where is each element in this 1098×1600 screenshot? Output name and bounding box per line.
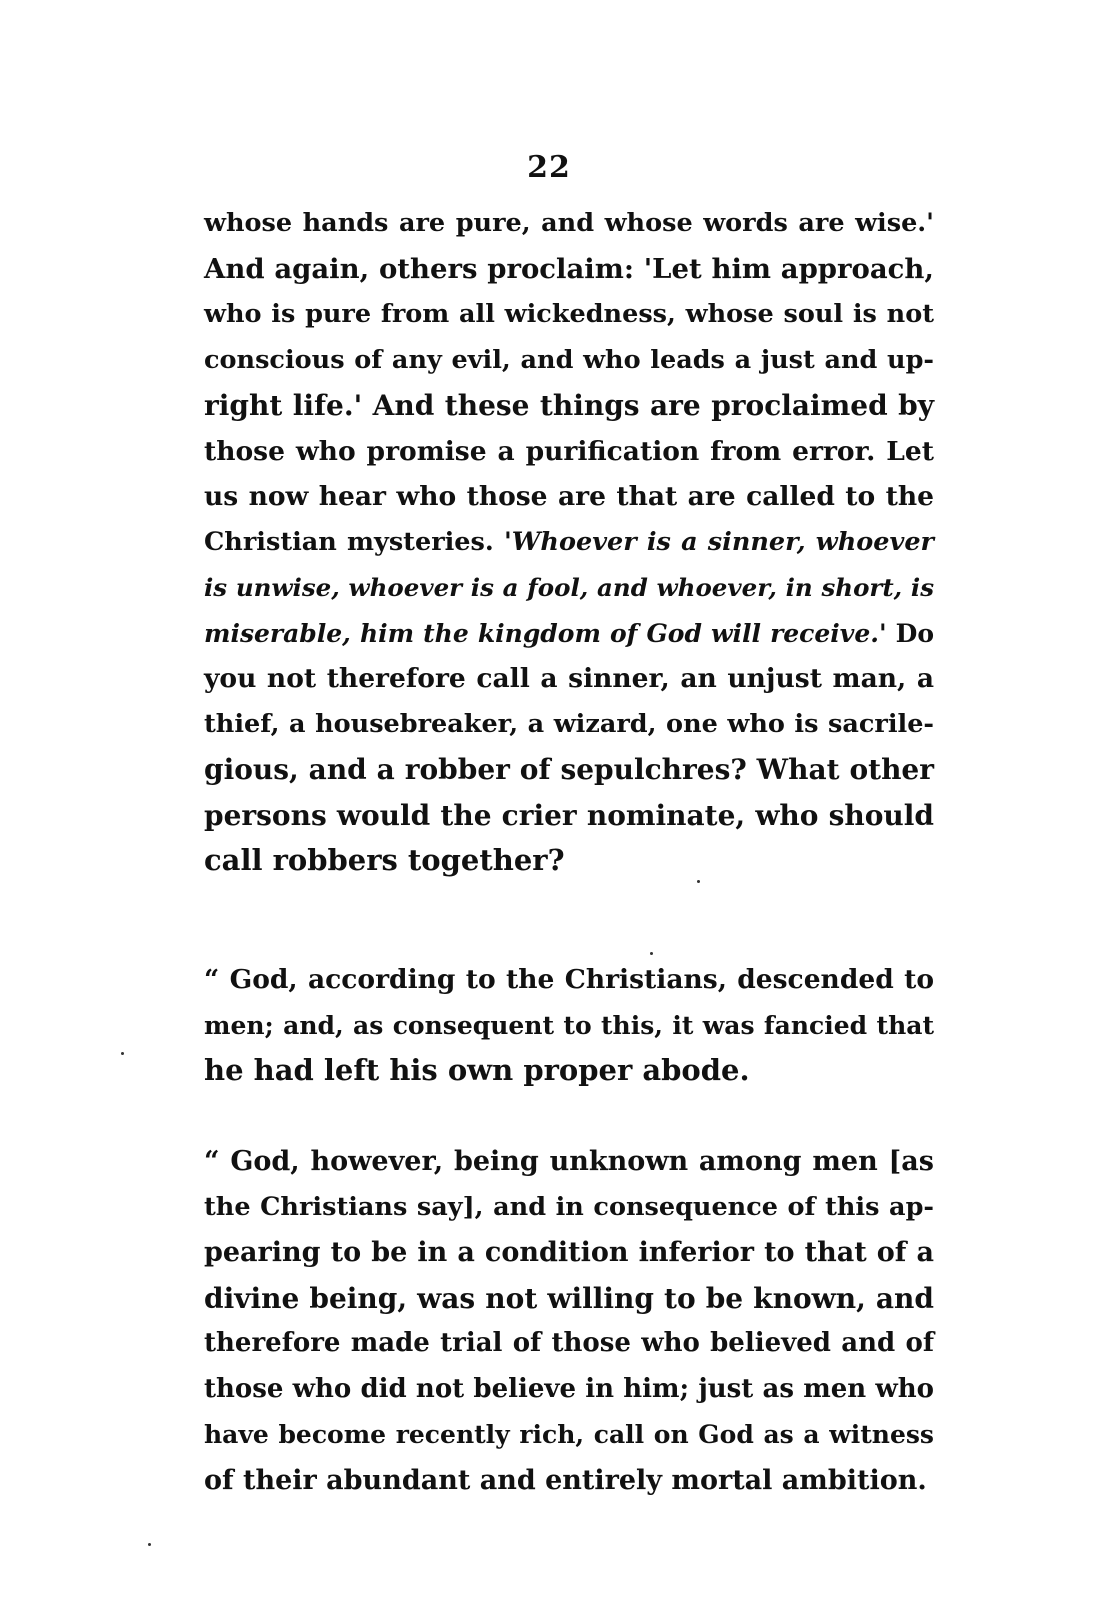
text-line (204, 702, 934, 748)
text-span: whose hands are pure, and whose words are wise.' (204, 208, 934, 238)
text-line (204, 1321, 934, 1367)
text-line (204, 247, 934, 293)
text-line (204, 1048, 934, 1094)
text-line (204, 429, 934, 475)
text-line (204, 611, 934, 657)
paragraph-3 (204, 1139, 934, 1503)
text-line (204, 838, 934, 884)
text-line (204, 747, 934, 793)
text-line (204, 1458, 934, 1504)
text-span: “ God, according to the Christians, descended to (204, 964, 934, 995)
italic-span: is unwise, whoever is a fool, and whoever, in short, is (204, 573, 934, 602)
print-speck (650, 952, 653, 955)
paragraph-1 (204, 201, 934, 884)
text-line (204, 292, 934, 338)
text-span: have become recently rich, call on God as a witness (204, 1420, 934, 1449)
text-line (204, 338, 934, 384)
text-span: you not therefore call a sinner, an unjust man, a (204, 663, 934, 694)
page-number: 22 (527, 150, 571, 185)
print-speck (148, 1543, 151, 1546)
paragraph-2 (204, 957, 934, 1094)
text-span: right life.' And these things are proclaimed by (204, 389, 934, 422)
text-line (204, 383, 934, 429)
text-span: of their abundant and entirely mortal ambition. (204, 1464, 927, 1496)
print-speck (121, 1052, 124, 1055)
text-line (204, 1003, 934, 1049)
text-line (204, 957, 934, 1003)
italic-span: Whoever is a sinner, whoever (511, 526, 934, 557)
text-line (204, 793, 934, 839)
text-line (204, 656, 934, 702)
text-line (204, 1412, 934, 1458)
italic-span: miserable, him the kingdom of God will receive. (204, 618, 879, 648)
text-span: who is pure from all wickedness, whose soul is not (204, 299, 934, 329)
text-span: ' Do (878, 618, 935, 648)
text-span: us now hear who those are that are called to the (204, 481, 934, 512)
text-line (204, 520, 934, 566)
text-span: “ God, however, being unknown among men [as (204, 1146, 934, 1177)
text-line (204, 1185, 934, 1231)
text-span: those who promise a purification from error. Let (204, 435, 934, 467)
text-span: therefore made trial of those who believed and of (204, 1328, 934, 1358)
print-speck (697, 880, 700, 883)
text-span: thief, a housebreaker, a wizard, one who is sacrile- (204, 708, 934, 739)
text-span: conscious of any evil, and who leads a just and up- (204, 344, 934, 375)
text-line (204, 1230, 934, 1276)
text-span: he had left his own proper abode. (204, 1053, 750, 1087)
text-line (204, 1367, 934, 1413)
text-line (204, 565, 934, 611)
text-span: divine being, was not willing to be known, and (204, 1281, 934, 1315)
text-line (204, 1276, 934, 1322)
text-line (204, 474, 934, 520)
text-line (204, 201, 934, 247)
text-span: pearing to be in a condition inferior to that of a (204, 1237, 934, 1268)
text-span: those who did not believe in him; just as men who (204, 1373, 934, 1404)
text-span: gious, and a robber of sepulchres? What other (204, 753, 934, 786)
text-span: men; and, as consequent to this, it was fancied that (204, 1010, 934, 1040)
text-span: persons would the crier nominate, who should (204, 798, 934, 832)
text-span: And again, others proclaim: 'Let him approach, (204, 252, 934, 285)
text-span: the Christians say], and in consequence of this ap- (204, 1191, 934, 1222)
text-span: Christian mysteries. ' (204, 526, 512, 557)
text-line (204, 1139, 934, 1185)
text-span: call robbers together? (204, 843, 565, 877)
